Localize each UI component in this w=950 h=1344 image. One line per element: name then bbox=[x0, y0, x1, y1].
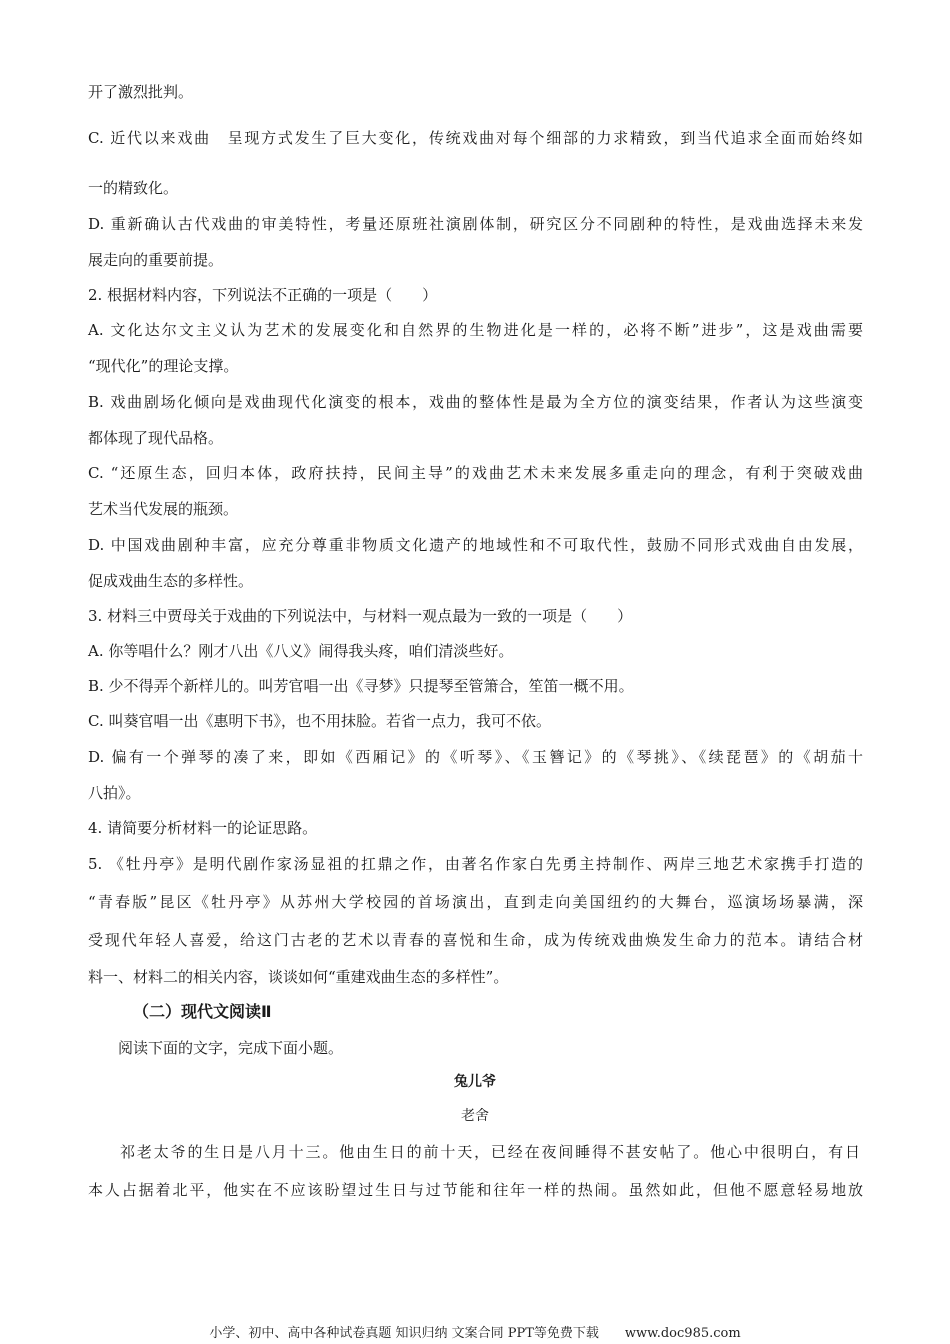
question-5: 5. 《牡丹亭》是明代剧作家汤显祖的扛鼎之作，由著名作家白先勇主持制作、两岸三地艺术家携手打造的 bbox=[88, 855, 863, 873]
text-line: “现代化”的理论支撑。 bbox=[88, 357, 239, 375]
story-paragraph-line: 本人占据着北平，他实在不应该盼望过生日与过节能和往年一样的热闹。虽然如此，但他不愿意轻易地放 bbox=[88, 1181, 863, 1199]
text-line: C. 近代以来戏曲 呈现方式发生了巨大变化，传统戏曲对每个细部的力求精致，到当代追求全面而始终如 bbox=[88, 129, 863, 147]
text-line: 八拍》。 bbox=[88, 784, 141, 802]
option-2a: A. 文化达尔文主义认为艺术的发展变化和自然界的生物进化是一样的，必将不断”进步”，这是戏曲需要 bbox=[88, 321, 863, 339]
section-heading: （二）现代文阅读Ⅱ bbox=[133, 1002, 272, 1021]
question-4: 4. 请简要分析材料一的论证思路。 bbox=[88, 819, 318, 837]
text-line: 受现代年轻人喜爱，给这门古老的艺术以青春的喜悦和生命，成为传统戏曲焕发生命力的范本。请结合材 bbox=[88, 931, 863, 949]
text-line: 促成戏曲生态的多样性。 bbox=[88, 572, 254, 590]
option-3d: D. 偏有一个弹琴的凑了来，即如《西厢记》的《听琴》、《玉簪记》的《琴挑》、《续琵琶》的《胡茄十 bbox=[88, 748, 863, 766]
question-3: 3. 材料三中贾母关于戏曲的下列说法中，与材料一观点最为一致的一项是（ ） bbox=[88, 607, 633, 625]
text-line: D. 重新确认古代戏曲的审美特性，考量还原班社演剧体制，研究区分不同剧种的特性，是戏曲选择未来发 bbox=[88, 215, 863, 233]
option-3a: A. 你等唱什么？刚才八出《八义》闹得我头疼，咱们清淡些好。 bbox=[88, 642, 514, 660]
option-3b: B. 少不得弄个新样儿的。叫芳官唱一出《寻梦》只提琴至管箫合，笙笛一概不用。 bbox=[88, 677, 634, 695]
text-line: 艺术当代发展的瓶颈。 bbox=[88, 500, 239, 518]
option-2b: B. 戏曲剧场化倾向是戏曲现代化演变的根本，戏曲的整体性是最为全方位的演变结果，作者认为这些演变 bbox=[88, 393, 863, 411]
story-author: 老舍 bbox=[461, 1108, 489, 1124]
text-line: 料一、材料二的相关内容，谈谈如何“重建戏曲生态的多样性”。 bbox=[88, 968, 509, 986]
option-3c: C. 叫葵官唱一出《惠明下书》，也不用抹脸。若省一点力，我可不依。 bbox=[88, 712, 551, 730]
instruction: 阅读下面的文字，完成下面小题。 bbox=[118, 1039, 344, 1057]
option-2c: C. “还原生态，回归本体，政府扶持，民间主导”的戏曲艺术未来发展多重走向的理念，有利于突破戏曲 bbox=[88, 464, 863, 482]
story-paragraph-line: 祁老太爷的生日是八月十三。他由生日的前十天，已经在夜间睡得不甚安帖了。他心中很明白，有日 bbox=[120, 1143, 860, 1161]
text-line: 展走向的重要前提。 bbox=[88, 251, 224, 269]
text-line: “青春版”昆区《牡丹亭》从苏州大学校园的首场演出，直到走向美国纽约的大舞台，巡演场场暴满，深 bbox=[88, 893, 863, 911]
question-2: 2. 根据材料内容，下列说法不正确的一项是（ ） bbox=[88, 286, 438, 304]
story-title: 兔儿爷 bbox=[454, 1074, 496, 1090]
text-line: 开了激烈批判。 bbox=[88, 83, 194, 101]
option-2d: D. 中国戏曲剧种丰富，应充分尊重非物质文化遗产的地域性和不可取代性，鼓励不同形式戏曲自由发展， bbox=[88, 536, 863, 554]
page-footer: 小学、初中、高中各种试卷真题 知识归纳 文案合同 PPT等免费下载 www.doc985.com bbox=[209, 1326, 741, 1341]
text-line: 都体现了现代品格。 bbox=[88, 429, 224, 447]
text-line: 一的精致化。 bbox=[88, 179, 179, 197]
